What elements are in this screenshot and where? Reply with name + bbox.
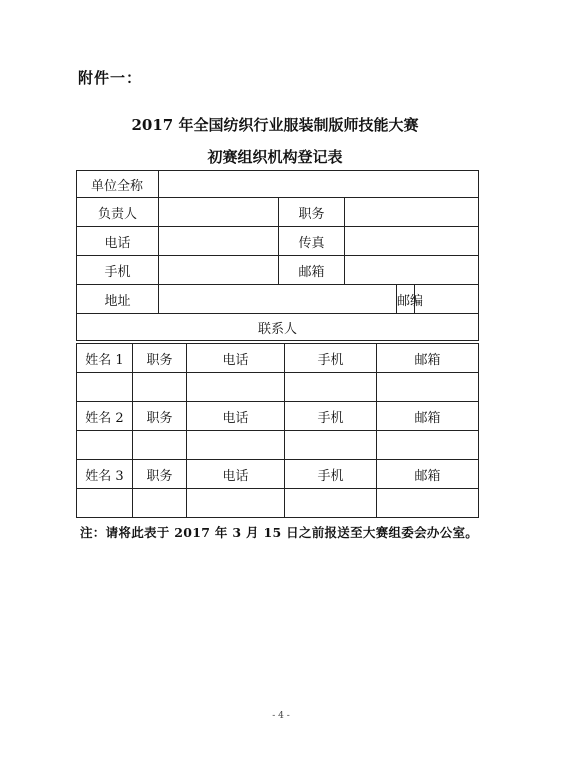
table-row [77, 431, 479, 460]
table-row [77, 344, 479, 373]
fax-field[interactable] [345, 227, 479, 256]
table-row [77, 227, 479, 256]
contact-name-label: 姓名 1 [77, 344, 133, 373]
contact-mobile-label: 手机 [285, 402, 377, 431]
person-in-charge-field[interactable] [159, 198, 279, 227]
form-title: 初赛组织机构登记表 [207, 148, 343, 166]
document-title: 2017 年全国纺织行业服装制版师技能大赛 [131, 116, 419, 134]
table-row [77, 285, 479, 314]
position-field[interactable] [345, 198, 479, 227]
table-row [77, 460, 479, 489]
contact-phone-field[interactable] [187, 431, 285, 460]
person-in-charge-label: 负责人 [77, 198, 159, 227]
table-row [77, 198, 479, 227]
contact-phone-label: 电话 [187, 344, 285, 373]
table-row [77, 256, 479, 285]
contact-name-field[interactable] [77, 373, 133, 402]
table-row [77, 489, 479, 518]
unit-name-field[interactable] [159, 171, 479, 198]
contact-position-label: 职务 [133, 344, 187, 373]
attachment-label: 附件一： [78, 69, 143, 87]
contact-email-field[interactable] [377, 373, 479, 402]
contact-email-field[interactable] [377, 489, 479, 518]
contacts-header: 联系人 [77, 314, 479, 341]
submission-note: 注：请将此表于 2017 年 3 月 15 日之前报送至大赛组委会办公室。 [80, 525, 479, 540]
contact-position-field[interactable] [133, 489, 187, 518]
contact-position-field[interactable] [133, 431, 187, 460]
mobile-field[interactable] [159, 256, 279, 285]
email-label: 邮箱 [279, 256, 345, 285]
unit-name-label: 单位全称 [77, 171, 159, 198]
contact-email-field[interactable] [377, 431, 479, 460]
contact-phone-field[interactable] [187, 373, 285, 402]
table-row [77, 171, 479, 198]
contact-mobile-label: 手机 [285, 344, 377, 373]
table-row [77, 314, 479, 341]
position-label: 职务 [279, 198, 345, 227]
fax-label: 传真 [279, 227, 345, 256]
contact-mobile-field[interactable] [285, 373, 377, 402]
contact-name-field[interactable] [77, 431, 133, 460]
mobile-label: 手机 [77, 256, 159, 285]
contact-mobile-field[interactable] [285, 431, 377, 460]
contact-name-label: 姓名 3 [77, 460, 133, 489]
contact-position-field[interactable] [133, 373, 187, 402]
table-row [77, 402, 479, 431]
contact-position-label: 职务 [133, 402, 187, 431]
contact-phone-label: 电话 [187, 460, 285, 489]
contact-email-label: 邮箱 [377, 344, 479, 373]
address-field[interactable] [159, 285, 397, 314]
phone-field[interactable] [159, 227, 279, 256]
postcode-field[interactable] [415, 285, 479, 314]
address-label: 地址 [77, 285, 159, 314]
table-row [77, 373, 479, 402]
contacts-table [76, 343, 479, 518]
postcode-label: 邮编 [397, 285, 415, 314]
organization-info-table [76, 170, 479, 341]
phone-label: 电话 [77, 227, 159, 256]
email-field[interactable] [345, 256, 479, 285]
contact-email-label: 邮箱 [377, 460, 479, 489]
page-number: - 4 - [272, 711, 290, 721]
contact-phone-label: 电话 [187, 402, 285, 431]
contact-position-label: 职务 [133, 460, 187, 489]
contact-email-label: 邮箱 [377, 402, 479, 431]
contact-phone-field[interactable] [187, 489, 285, 518]
contact-mobile-label: 手机 [285, 460, 377, 489]
contact-name-label: 姓名 2 [77, 402, 133, 431]
contact-name-field[interactable] [77, 489, 133, 518]
contact-mobile-field[interactable] [285, 489, 377, 518]
